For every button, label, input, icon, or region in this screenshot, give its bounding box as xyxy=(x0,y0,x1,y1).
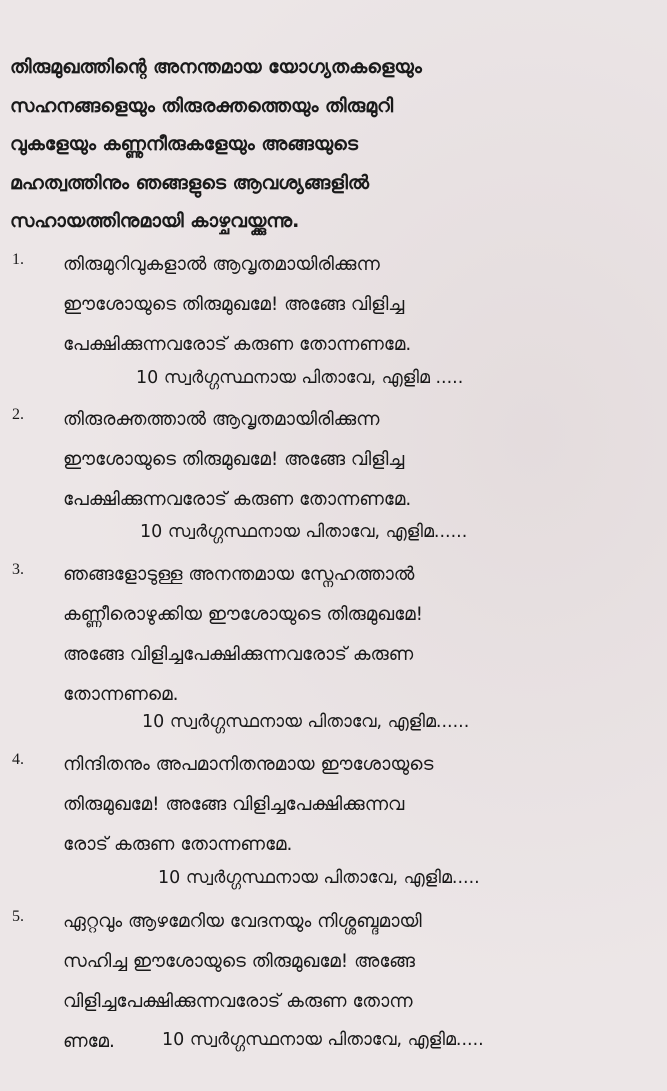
item-line: തിരുമുഖമേ! അങ്ങേ വിളിച്ചപേക്ഷിക്കുന്നവ xyxy=(63,794,405,815)
item-number: 1. xyxy=(12,251,24,268)
intro-line: മഹത്വത്തിനും ഞങ്ങളുടെ ആവശ്യങ്ങളിൽ xyxy=(10,171,370,194)
item-line: രോട് കരുണ തോന്നണമേ. xyxy=(63,834,293,855)
item-line: സഹിച്ച ഈശോയുടെ തിരുമുഖമേ! അങ്ങേ xyxy=(63,951,415,972)
intro-line: സഹായത്തിനുമായി കാഴ്ചവയ്ക്കുന്നു. xyxy=(10,210,300,232)
item-line: തോന്നണമെ. xyxy=(63,684,179,705)
refrain-line: 10 സ്വർഗ്ഗസ്ഥനായ പിതാവേ, എളിമ...... xyxy=(140,522,468,542)
item-line: പേക്ഷിക്കുന്നവരോട് കരുണ തോന്നണമേ. xyxy=(63,489,412,510)
refrain-line: 10 സ്വർഗ്ഗസ്ഥനായ പിതാവേ, എളിമ..... xyxy=(158,868,480,888)
item-line: തിരുമുറിവുകളാൽ ആവൃതമായിരിക്കുന്ന xyxy=(63,254,380,275)
item-line: ഞങ്ങളോടുള്ള അനന്തമായ സ്നേഹത്താൽ xyxy=(63,564,415,585)
item-line: നിന്ദിതനും അപമാനിതനുമായ ഈശോയുടെ xyxy=(63,754,434,775)
refrain-line: 10 സ്വർഗ്ഗസ്ഥനായ പിതാവേ, എളിമ...... xyxy=(142,712,470,732)
item-line: ണമേ. xyxy=(63,1031,115,1052)
refrain-line: 10 സ്വർഗ്ഗസ്ഥനായ പിതാവേ, എളിമ ..... xyxy=(136,368,464,388)
item-line: ഏറ്റവും ആഴമേറിയ വേദനയും നിശ്ശബ്ദമായി xyxy=(63,911,422,932)
item-text xyxy=(63,745,603,865)
item-text xyxy=(63,555,603,715)
item-line: ഈശോയുടെ തിരുമുഖമേ! അങ്ങേ വിളിച്ച xyxy=(63,294,405,315)
refrain-line: 10 സ്വർഗ്ഗസ്ഥനായ പിതാവേ, എളിമ..... xyxy=(162,1030,484,1050)
item-line: ഈശോയുടെ തിരുമുഖമേ! അങ്ങേ വിളിച്ച xyxy=(63,449,405,470)
intro-paragraph xyxy=(10,48,610,241)
intro-line: തിരുമുഖത്തിന്റെ അനന്തമായ യോഗ്യതകളെയും xyxy=(10,56,422,78)
item-line: തിരുരക്തത്താൽ ആവൃതമായിരിക്കുന്ന xyxy=(63,409,380,430)
item-line: പേക്ഷിക്കുന്നവരോട് കരുണ തോന്നണമേ. xyxy=(63,334,412,355)
item-text xyxy=(63,400,603,520)
item-number: 5. xyxy=(12,908,24,925)
item-text xyxy=(63,245,603,365)
item-line: അങ്ങേ വിളിച്ചപേക്ഷിക്കുന്നവരോട് കരുണ xyxy=(63,644,414,665)
item-number: 4. xyxy=(12,751,24,768)
item-line: വിളിച്ചപേക്ഷിക്കുന്നവരോട് കരുണ തോന്ന xyxy=(63,991,413,1012)
item-line: കണ്ണീരൊഴുക്കിയ ഈശോയുടെ തിരുമുഖമേ! xyxy=(63,604,424,625)
intro-line: സഹനങ്ങളെയും തിരുരക്തത്തെയും തിരുമുറി xyxy=(10,94,394,117)
intro-line: വുകളേയും കണ്ണുനീരുകളേയും അങ്ങയുടെ xyxy=(10,133,358,155)
item-number: 2. xyxy=(12,406,24,423)
item-number: 3. xyxy=(12,561,24,578)
